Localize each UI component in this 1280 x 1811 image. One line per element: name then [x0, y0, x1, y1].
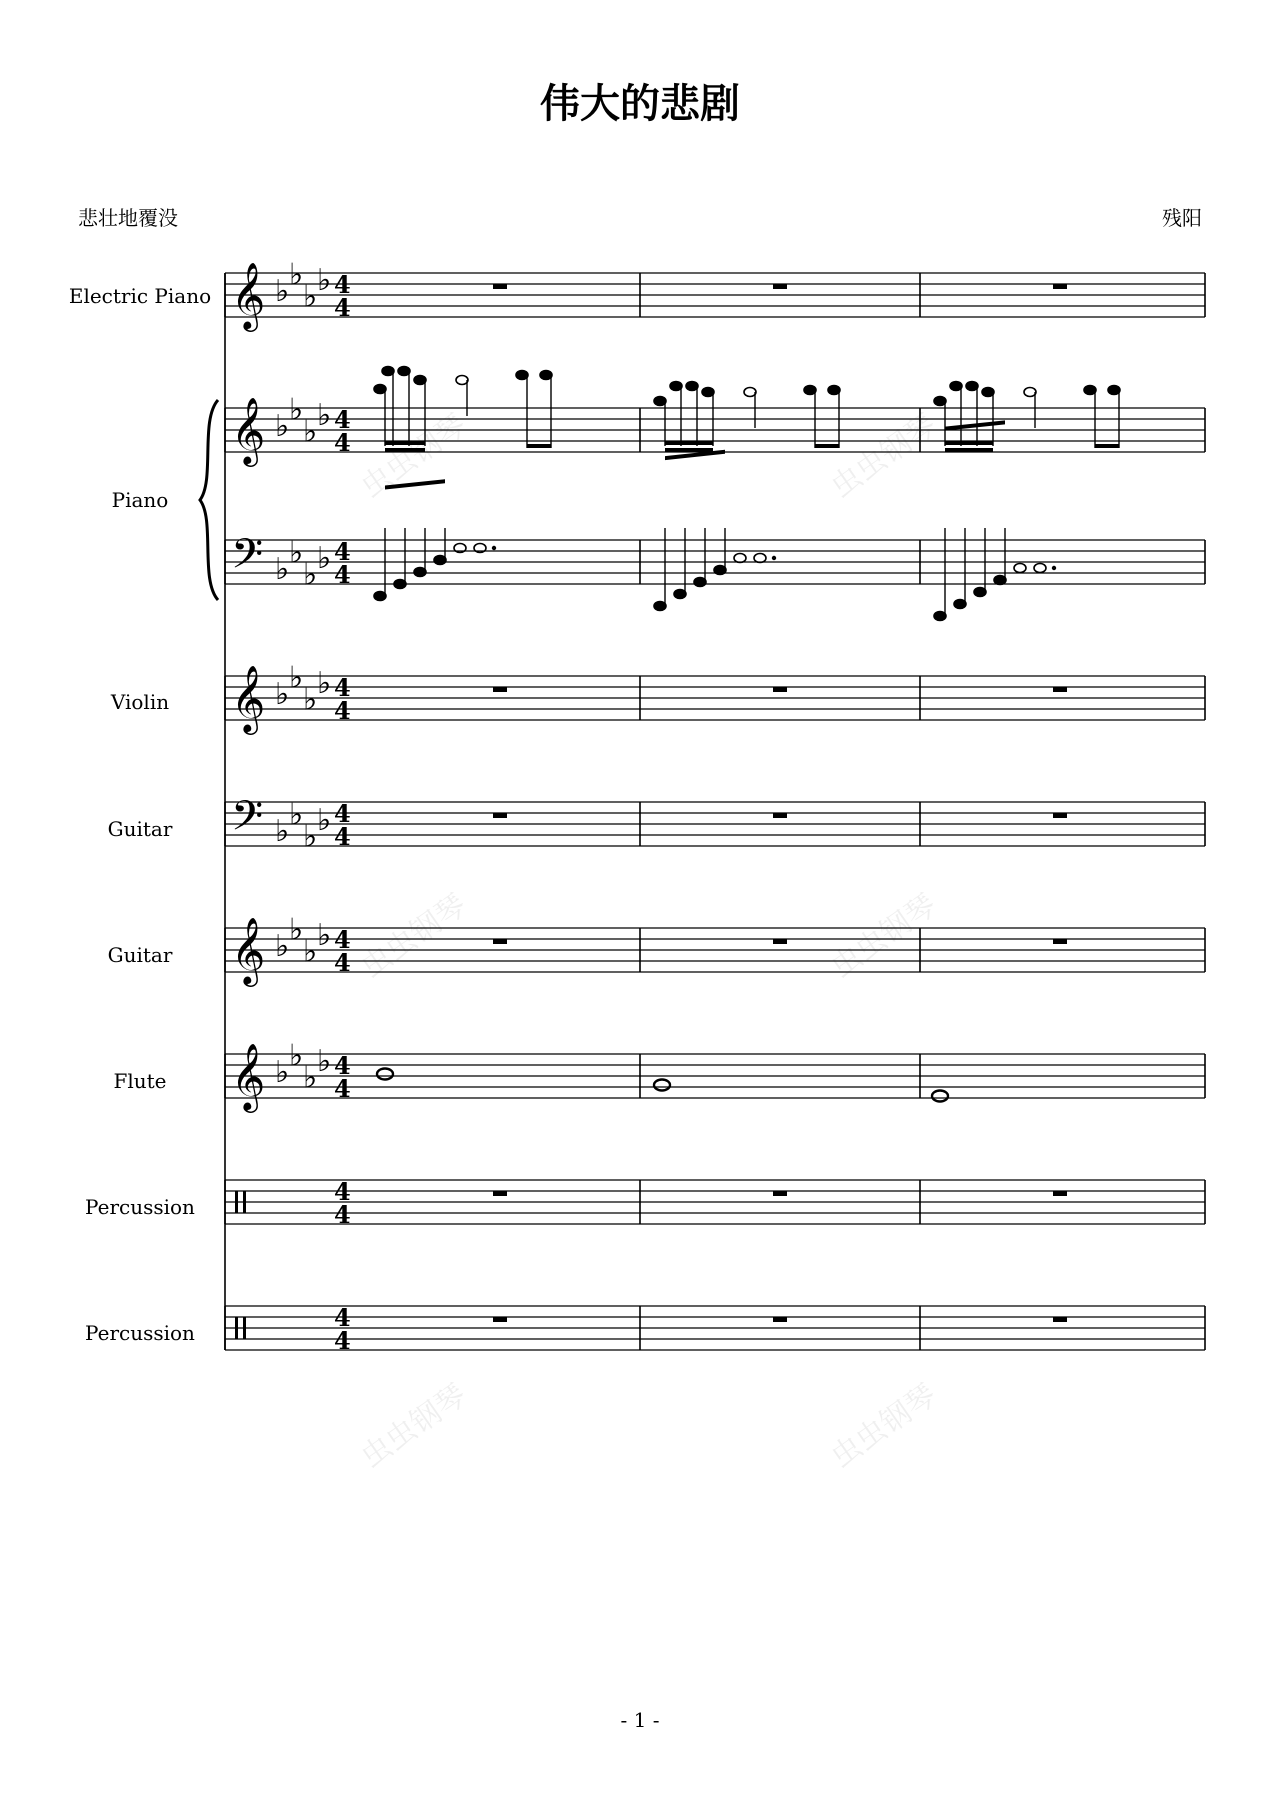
flat-sign: ♭ [317, 1044, 332, 1079]
whole-rest [1053, 284, 1067, 289]
notehead [694, 578, 706, 587]
whole-note [654, 1080, 670, 1091]
augmentation-dot [772, 556, 776, 560]
percussion-clef [235, 1191, 238, 1213]
time-signature-bottom: 4 [334, 293, 351, 322]
time-signature-bottom: 4 [334, 560, 351, 589]
instrument-label-electric-piano: Electric Piano [68, 284, 212, 308]
beam [945, 420, 1005, 430]
beam [815, 444, 839, 448]
watermark: 虫虫钢琴 [824, 407, 943, 506]
flat-sign: ♭ [303, 414, 318, 450]
beam [665, 441, 713, 445]
notehead [394, 580, 406, 589]
flat-sign: ♭ [303, 557, 318, 593]
notehead [398, 367, 410, 376]
watermark: 虫虫钢琴 [824, 887, 943, 986]
notehead [974, 588, 986, 597]
beam [945, 441, 993, 445]
whole-rest [1053, 813, 1067, 818]
time-signature-top: 4 [334, 405, 351, 434]
notehead [950, 382, 962, 391]
score-subtitle: 悲壮地覆没 [78, 206, 178, 230]
notehead [516, 371, 528, 380]
time-signature-bottom: 4 [334, 696, 351, 725]
notehead [456, 376, 468, 385]
flat-sign: ♭ [275, 814, 290, 849]
flat-sign: ♭ [275, 677, 290, 712]
treble-clef: 𝄞 [231, 261, 266, 329]
flat-sign: ♭ [317, 398, 332, 433]
notehead [1024, 388, 1036, 397]
treble-clef: 𝄞 [231, 396, 266, 464]
flat-sign: ♭ [289, 797, 304, 833]
flat-sign: ♭ [303, 1060, 318, 1096]
notehead [434, 556, 446, 565]
flat-sign: ♭ [289, 912, 304, 948]
notehead [1108, 386, 1120, 395]
beam [945, 448, 993, 452]
time-signature-top: 4 [334, 799, 351, 828]
notehead [674, 590, 686, 599]
time-signature-bottom: 4 [334, 428, 351, 457]
whole-rest [773, 813, 787, 818]
notehead [982, 388, 994, 397]
notehead [954, 600, 966, 609]
time-signature-bottom: 4 [334, 1074, 351, 1103]
treble-clef: 𝄞 [231, 664, 266, 732]
time-signature-bottom: 4 [334, 948, 351, 977]
notehead [828, 386, 840, 395]
whole-rest [773, 687, 787, 692]
time-signature-bottom: 4 [334, 1200, 351, 1229]
beam [385, 448, 425, 452]
notehead [934, 612, 946, 621]
flat-sign: ♭ [317, 541, 332, 576]
time-signature-top: 4 [334, 270, 351, 299]
whole-rest [773, 284, 787, 289]
notehead [702, 388, 714, 397]
flat-sign: ♭ [317, 263, 332, 298]
percussion-clef [235, 1317, 238, 1339]
instrument-label-guitar-treble: Guitar [107, 943, 173, 967]
flat-sign: ♭ [289, 257, 304, 293]
notehead [1084, 386, 1096, 395]
beam [385, 479, 445, 489]
notehead [1034, 564, 1046, 573]
treble-clef: 𝄞 [231, 1042, 266, 1110]
time-signature-top: 4 [334, 1051, 351, 1080]
flat-sign: ♭ [289, 392, 304, 428]
whole-rest [1053, 939, 1067, 944]
notehead [754, 554, 766, 563]
whole-rest [773, 939, 787, 944]
time-signature-top: 4 [334, 1177, 351, 1206]
flat-sign: ♭ [317, 803, 332, 838]
notehead [934, 397, 946, 406]
percussion-clef [243, 1317, 246, 1339]
flat-sign: ♭ [303, 934, 318, 970]
augmentation-dot [492, 546, 496, 550]
watermark: 虫虫钢琴 [824, 1377, 943, 1476]
flat-sign: ♭ [303, 279, 318, 315]
whole-rest [493, 687, 507, 692]
notehead [804, 386, 816, 395]
instrument-label-piano: Piano [111, 488, 169, 512]
beam [665, 448, 713, 452]
whole-rest [1053, 1317, 1067, 1322]
treble-clef: 𝄞 [231, 916, 266, 984]
piano-brace [200, 400, 218, 600]
flat-sign: ♭ [275, 409, 290, 444]
staff-system [200, 258, 1205, 1356]
instrument-label-guitar-bass: Guitar [107, 817, 173, 841]
score-title: 伟大的悲剧 [540, 80, 740, 127]
time-signature-bottom: 4 [334, 822, 351, 851]
whole-rest [773, 1191, 787, 1196]
page-number: - 1 - [620, 1708, 660, 1732]
whole-rest [493, 813, 507, 818]
time-signature-top: 4 [334, 537, 351, 566]
instrument-label-violin: Violin [110, 690, 170, 714]
percussion-clef [243, 1191, 246, 1213]
notehead [670, 382, 682, 391]
time-signature-top: 4 [334, 673, 351, 702]
watermark: 虫虫钢琴 [354, 407, 473, 506]
whole-rest [493, 939, 507, 944]
notehead [994, 576, 1006, 585]
flat-sign: ♭ [275, 274, 290, 309]
notehead [1014, 564, 1026, 573]
whole-rest [1053, 687, 1067, 692]
time-signature-top: 4 [334, 925, 351, 954]
notehead [540, 371, 552, 380]
whole-rest [773, 1317, 787, 1322]
time-signature-bottom: 4 [334, 1326, 351, 1355]
watermark: 虫虫钢琴 [354, 1377, 473, 1476]
notehead [374, 385, 386, 394]
flat-sign: ♭ [303, 682, 318, 718]
flat-sign: ♭ [317, 918, 332, 953]
notehead [654, 602, 666, 611]
flat-sign: ♭ [289, 535, 304, 571]
beam [1095, 444, 1119, 448]
instrument-label-percussion-2: Percussion [85, 1321, 195, 1345]
bass-clef: 𝄢 [231, 530, 264, 588]
flat-sign: ♭ [275, 1055, 290, 1090]
bass-clef: 𝄢 [231, 792, 264, 850]
flat-sign: ♭ [275, 552, 290, 587]
flat-sign: ♭ [303, 819, 318, 855]
notehead [654, 397, 666, 406]
notehead [686, 382, 698, 391]
time-signature-top: 4 [334, 1303, 351, 1332]
notehead [714, 566, 726, 575]
beam [385, 441, 425, 445]
flat-sign: ♭ [317, 666, 332, 701]
flat-sign: ♭ [275, 929, 290, 964]
whole-rest [493, 284, 507, 289]
beam [527, 444, 551, 448]
composer-name: 残阳 [1162, 206, 1202, 230]
instrument-label-percussion-1: Percussion [85, 1195, 195, 1219]
whole-note [932, 1091, 948, 1102]
whole-rest [493, 1191, 507, 1196]
notehead [734, 554, 746, 563]
notehead [414, 376, 426, 385]
whole-rest [1053, 1191, 1067, 1196]
instrument-label-flute: Flute [113, 1069, 167, 1093]
whole-rest [493, 1317, 507, 1322]
flat-sign: ♭ [289, 1038, 304, 1074]
augmentation-dot [1052, 566, 1056, 570]
notehead [414, 568, 426, 577]
whole-note [377, 1069, 393, 1080]
notehead [374, 592, 386, 601]
notehead [744, 388, 756, 397]
flat-sign: ♭ [289, 660, 304, 696]
notehead [966, 382, 978, 391]
watermark: 虫虫钢琴 [354, 887, 473, 986]
notehead [382, 367, 394, 376]
